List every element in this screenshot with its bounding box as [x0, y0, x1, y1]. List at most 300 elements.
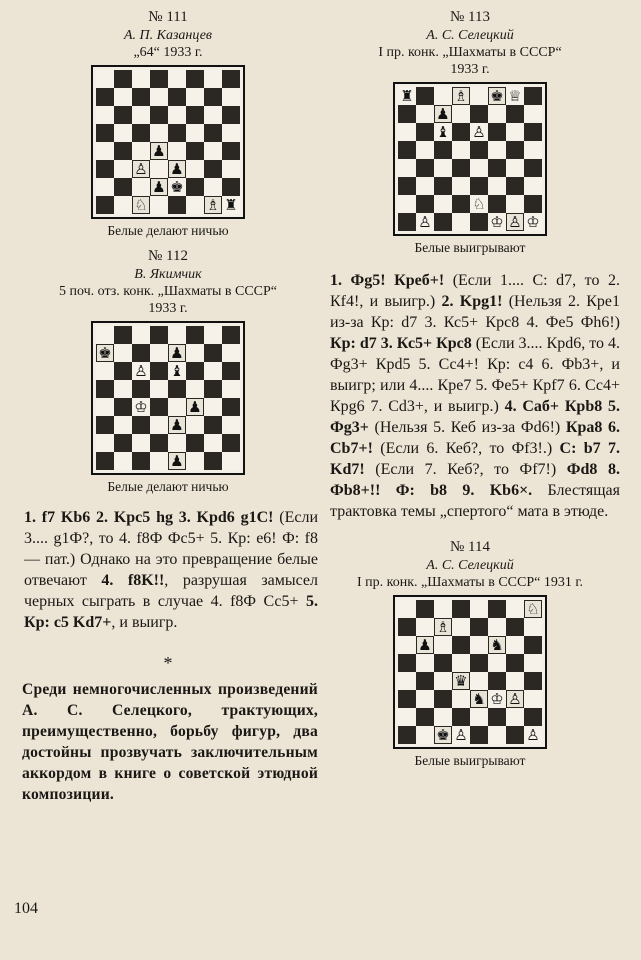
solution-segment: 1. Фg5! Креб+!: [330, 272, 445, 289]
solution-segment: (Если 3.... Крd6, то 4. Фg3+ Крd5 5. Сс4+! Кр: с4 6. Фb3+, и выигр; или 4.... Кре7 5. Фе5+ Крf7 6. Сс4+ Крg6 7. Cd3+, и выигр.): [330, 335, 621, 415]
board-square: [452, 600, 470, 618]
board-square: [506, 726, 524, 744]
diagram-caption: Белые выигрывают: [414, 240, 526, 255]
board-square: [114, 344, 132, 362]
board-square: [150, 344, 168, 362]
board-square: [470, 105, 488, 123]
board-square: [416, 195, 434, 213]
board-square: [114, 124, 132, 142]
board-square: [398, 618, 416, 636]
board-square: [416, 726, 434, 744]
board-square: [506, 141, 524, 159]
board-square: [168, 398, 186, 416]
board-square: [204, 362, 222, 380]
board-square: [132, 452, 150, 470]
board-square: [434, 195, 452, 213]
board-square: [114, 88, 132, 106]
problem-author: В. Якимчик: [134, 267, 202, 282]
problem-year: 1933 г.: [450, 62, 490, 77]
board-square: [488, 177, 506, 195]
solution-segment: Блестящая трактовка темы „спертого“ мата в этюде.: [330, 482, 621, 520]
board-square: [186, 380, 204, 398]
board-square: [416, 105, 434, 123]
board-square: [470, 636, 488, 654]
board-square: [186, 326, 204, 344]
board-square: [204, 434, 222, 452]
board-square: [96, 178, 114, 196]
board-square: [114, 398, 132, 416]
board-square: [506, 105, 524, 123]
solution-segment: (Если 7. Кеб?, то Фf7!): [364, 461, 567, 478]
board-square: [132, 142, 150, 160]
board-square: [524, 636, 542, 654]
chess-piece-icon: ♟: [170, 452, 184, 470]
board-square: [186, 106, 204, 124]
board-square: [114, 362, 132, 380]
board-square: [416, 600, 434, 618]
board-square: [150, 124, 168, 142]
board-square: [222, 362, 240, 380]
board-square: [488, 654, 506, 672]
chess-piece-icon: ♜: [224, 196, 238, 214]
board-square: [186, 452, 204, 470]
board-square: [150, 362, 168, 380]
board-square: [96, 70, 114, 88]
chess-piece-icon: ♟: [152, 142, 166, 160]
board-square: [470, 600, 488, 618]
board-square: [416, 123, 434, 141]
board-square: [114, 196, 132, 214]
board-square: [222, 452, 240, 470]
solution-segment: С: b7 7. Kd7!: [330, 440, 620, 478]
page-number: 104: [14, 900, 38, 917]
board-square: [434, 141, 452, 159]
board-square: [222, 178, 240, 196]
chess-piece-icon: ♝: [436, 123, 450, 141]
board-square: [204, 398, 222, 416]
board-square: [524, 159, 542, 177]
board-square: [132, 124, 150, 142]
board-square: [114, 452, 132, 470]
board-square: [398, 636, 416, 654]
board-square: [488, 141, 506, 159]
board-square: [114, 178, 132, 196]
board-square: [204, 142, 222, 160]
board-square: [96, 416, 114, 434]
board-square: [398, 105, 416, 123]
chess-piece-icon: ♟: [418, 636, 432, 654]
chess-piece-icon: ♙: [454, 726, 468, 744]
board-square: [398, 141, 416, 159]
problem-author: А. П. Казанцев: [123, 28, 212, 43]
chess-piece-icon: ♙: [472, 123, 486, 141]
board-square: [150, 452, 168, 470]
board-square: [506, 177, 524, 195]
board-square: [452, 177, 470, 195]
problem-year: 1933 г.: [148, 301, 188, 316]
board-square: [452, 654, 470, 672]
board-square: [132, 326, 150, 344]
chess-diagram-111: [91, 65, 245, 219]
board-square: [204, 88, 222, 106]
board-square: [114, 434, 132, 452]
chess-piece-icon: ♗: [206, 196, 220, 214]
board-square: [470, 87, 488, 105]
board-square: [204, 452, 222, 470]
board-square: [114, 160, 132, 178]
board-square: [132, 70, 150, 88]
board-square: [114, 380, 132, 398]
solution-segment: , и выигр.: [111, 614, 178, 631]
board-square: [398, 195, 416, 213]
board-square: [398, 159, 416, 177]
chess-piece-icon: ♜: [400, 87, 414, 105]
board-square: [114, 326, 132, 344]
chess-piece-icon: ♘: [472, 195, 486, 213]
board-square: [398, 213, 416, 231]
board-square: [186, 344, 204, 362]
board-square: [150, 88, 168, 106]
body-paragraph: Среди немногочисленных произведений А. С. Селецкого, трактующих, преимущественно, борьбу фигур, два достойны прозвучать заключительным аккордом в книге о советской этюдной композиции.: [22, 681, 318, 803]
solution-segment: (Нельзя 5. Кеб из-за Фd6!): [368, 419, 566, 436]
board-square: [96, 380, 114, 398]
problem-number: № 112: [147, 248, 188, 264]
board-square: [150, 196, 168, 214]
solution-segment: (Если 3.... g1Ф?, то 4. f8Ф Фс5+ 5. Кр: е6! Ф: f8— пат.) Однако на это превращение белые отвечают: [24, 509, 319, 589]
board-square: [452, 195, 470, 213]
board-square: [524, 105, 542, 123]
chess-piece-icon: ♟: [188, 398, 202, 416]
board-square: [488, 159, 506, 177]
board-square: [506, 600, 524, 618]
chess-piece-icon: ♟: [170, 160, 184, 178]
board-square: [398, 654, 416, 672]
chess-piece-icon: ♟: [152, 178, 166, 196]
board-square: [204, 344, 222, 362]
board-square: [186, 416, 204, 434]
chess-piece-icon: ♗: [436, 618, 450, 636]
board-square: [204, 326, 222, 344]
board-square: [470, 672, 488, 690]
solution-segment: (Нельзя 2. Кре1 из-за Кр: d7 3. Кс5+ Крс8 4. Фе5 Фh6!): [330, 293, 621, 331]
chess-piece-icon: ♞: [472, 690, 486, 708]
solution-segment: (Если 6. Кеб?, то Фf3!.): [372, 440, 560, 457]
board-square: [186, 434, 204, 452]
board-square: [168, 196, 186, 214]
solution-segment: 4. f8K!!: [101, 572, 165, 589]
board-square: [452, 141, 470, 159]
board-square: [416, 708, 434, 726]
board-square: [452, 690, 470, 708]
board-square: [470, 159, 488, 177]
board-square: [168, 70, 186, 88]
board-square: [132, 380, 150, 398]
solution-segment: Фd8 8. Фb8+!! Ф: b8 9. Kb6×.: [330, 461, 621, 499]
solution-segment: Кр: d7 3. Кс5+ Крс8: [330, 335, 472, 352]
board-square: [506, 618, 524, 636]
chess-diagram-114: [393, 595, 547, 749]
board-square: [204, 70, 222, 88]
board-square: [96, 88, 114, 106]
board-square: [150, 70, 168, 88]
board-square: [168, 124, 186, 142]
board-square: [186, 142, 204, 160]
chess-piece-icon: ♙: [526, 726, 540, 744]
board-square: [416, 654, 434, 672]
solution-segment: , разрушая замысел черных сыграть в случае 4. f8Ф Сс5+: [24, 572, 318, 610]
board-square: [506, 636, 524, 654]
board-square: [222, 380, 240, 398]
board-square: [186, 160, 204, 178]
board-square: [434, 213, 452, 231]
board-square: [524, 87, 542, 105]
board-square: [204, 106, 222, 124]
chess-piece-icon: ♟: [170, 416, 184, 434]
board-square: [506, 195, 524, 213]
chess-diagram-112: [91, 321, 245, 475]
board-square: [434, 708, 452, 726]
problem-source: I пр. конк. „Шахматы в СССР“: [378, 45, 562, 60]
right-column: [320, 8, 620, 769]
board-square: [96, 160, 114, 178]
board-square: [488, 708, 506, 726]
board-square: [186, 124, 204, 142]
diagram-caption: Белые выигрывают: [414, 753, 526, 768]
board-square: [416, 690, 434, 708]
board-square: [150, 326, 168, 344]
board-square: [168, 326, 186, 344]
chess-piece-icon: ♙: [508, 213, 522, 231]
chess-piece-icon: ♛: [454, 672, 468, 690]
board-square: [434, 636, 452, 654]
board-square: [186, 178, 204, 196]
board-square: [398, 708, 416, 726]
board-square: [222, 326, 240, 344]
board-square: [96, 142, 114, 160]
board-square: [186, 362, 204, 380]
board-square: [470, 618, 488, 636]
board-square: [524, 141, 542, 159]
board-square: [222, 416, 240, 434]
board-square: [470, 141, 488, 159]
board-square: [150, 106, 168, 124]
board-square: [168, 434, 186, 452]
chess-piece-icon: ♙: [134, 160, 148, 178]
board-square: [398, 600, 416, 618]
board-square: [204, 380, 222, 398]
board-square: [416, 141, 434, 159]
board-square: [204, 160, 222, 178]
board-square: [150, 416, 168, 434]
board-square: [114, 70, 132, 88]
board-square: [452, 105, 470, 123]
board-square: [222, 70, 240, 88]
board-square: [470, 726, 488, 744]
board-square: [96, 196, 114, 214]
chess-piece-icon: ♚: [490, 87, 504, 105]
board-square: [96, 124, 114, 142]
board-square: [524, 177, 542, 195]
board-square: [488, 600, 506, 618]
board-square: [506, 123, 524, 141]
chess-piece-icon: ♔: [490, 690, 504, 708]
board-square: [132, 416, 150, 434]
board-square: [524, 690, 542, 708]
board-square: [434, 159, 452, 177]
board-square: [222, 434, 240, 452]
chess-piece-icon: ♘: [134, 196, 148, 214]
board-square: [168, 380, 186, 398]
board-square: [132, 88, 150, 106]
board-square: [132, 434, 150, 452]
chess-piece-icon: ♝: [170, 362, 184, 380]
board-square: [452, 123, 470, 141]
diagram-caption: Белые делают ничью: [107, 223, 229, 238]
board-square: [398, 672, 416, 690]
board-square: [222, 106, 240, 124]
board-square: [416, 672, 434, 690]
board-square: [222, 124, 240, 142]
board-square: [488, 726, 506, 744]
board-square: [524, 195, 542, 213]
solution-segment: 2. Kpg1!: [441, 293, 503, 310]
board-square: [132, 178, 150, 196]
problem-source: 5 поч. отз. конк. „Шахматы в СССР“: [58, 284, 277, 299]
board-square: [398, 726, 416, 744]
board-square: [506, 654, 524, 672]
board-square: [452, 636, 470, 654]
solution-segment: (Если 1.... С: d7, то 2. Кf4!, и выигр.): [330, 272, 620, 310]
section-divider: *: [163, 653, 173, 673]
board-square: [96, 452, 114, 470]
problem-number: № 111: [148, 9, 188, 25]
chess-piece-icon: ♚: [98, 344, 112, 362]
board-square: [96, 362, 114, 380]
board-square: [222, 160, 240, 178]
board-square: [186, 196, 204, 214]
board-square: [168, 142, 186, 160]
board-square: [132, 106, 150, 124]
board-square: [398, 123, 416, 141]
chess-piece-icon: ♙: [508, 690, 522, 708]
chess-piece-icon: ♘: [526, 600, 540, 618]
solution-segment: Кра8 6. Cb7+!: [330, 419, 620, 457]
problem-source: I пр. конк. „Шахматы в СССР“ 1931 г.: [356, 575, 584, 590]
board-square: [114, 106, 132, 124]
board-square: [434, 87, 452, 105]
solution-segment: 5. Кр: с5 Kd7+: [24, 593, 318, 631]
board-square: [150, 160, 168, 178]
board-square: [488, 195, 506, 213]
board-square: [452, 618, 470, 636]
board-square: [452, 159, 470, 177]
solution-segment: 1. f7 Kb6 2. Kpc5 hg 3. Kpd6 g1C!: [24, 509, 274, 526]
board-square: [416, 159, 434, 177]
solution-112: [18, 507, 318, 633]
board-square: [204, 124, 222, 142]
board-square: [168, 88, 186, 106]
board-square: [132, 344, 150, 362]
problem-source: „64“ 1933 г.: [133, 45, 203, 60]
board-square: [168, 106, 186, 124]
chess-piece-icon: ♚: [170, 178, 184, 196]
diagram-caption: Белые делают ничью: [107, 479, 229, 494]
board-square: [506, 708, 524, 726]
board-square: [96, 326, 114, 344]
board-square: [186, 70, 204, 88]
board-square: [398, 177, 416, 195]
chess-piece-icon: ♟: [436, 105, 450, 123]
board-square: [434, 654, 452, 672]
board-square: [470, 177, 488, 195]
board-square: [150, 380, 168, 398]
problem-number: № 113: [449, 9, 490, 25]
board-square: [524, 618, 542, 636]
board-square: [524, 708, 542, 726]
board-square: [114, 416, 132, 434]
board-square: [204, 178, 222, 196]
chess-piece-icon: ♙: [134, 362, 148, 380]
solution-segment: 4. Саб+ Крb8 5. Фg3+: [330, 398, 621, 436]
board-square: [470, 213, 488, 231]
chess-piece-icon: ♙: [418, 213, 432, 231]
board-square: [222, 142, 240, 160]
problem-author: А. С. Селецкий: [426, 558, 514, 573]
board-square: [470, 708, 488, 726]
chess-piece-icon: ♔: [490, 213, 504, 231]
board-square: [204, 416, 222, 434]
board-square: [150, 434, 168, 452]
board-square: [488, 105, 506, 123]
board-square: [452, 708, 470, 726]
board-square: [114, 142, 132, 160]
problem-number: № 114: [449, 539, 490, 555]
chess-piece-icon: ♟: [170, 344, 184, 362]
board-square: [434, 600, 452, 618]
board-square: [506, 672, 524, 690]
chess-diagram-113: [393, 82, 547, 236]
board-square: [416, 177, 434, 195]
chess-piece-icon: ♕: [508, 87, 522, 105]
board-square: [506, 159, 524, 177]
board-square: [398, 690, 416, 708]
board-square: [186, 88, 204, 106]
board-square: [222, 398, 240, 416]
board-square: [96, 434, 114, 452]
left-column: [18, 8, 318, 805]
solution-113: [320, 270, 620, 522]
board-square: [416, 618, 434, 636]
board-square: [434, 177, 452, 195]
board-square: [488, 123, 506, 141]
board-square: [488, 672, 506, 690]
board-square: [96, 398, 114, 416]
board-square: [150, 398, 168, 416]
board-square: [470, 654, 488, 672]
board-square: [416, 87, 434, 105]
chess-piece-icon: ♗: [454, 87, 468, 105]
problem-author: А. С. Селецкий: [426, 28, 514, 43]
board-square: [524, 654, 542, 672]
board-square: [488, 618, 506, 636]
chess-piece-icon: ♔: [526, 213, 540, 231]
board-square: [434, 690, 452, 708]
board-square: [452, 213, 470, 231]
board-square: [524, 123, 542, 141]
board-square: [222, 344, 240, 362]
board-square: [524, 672, 542, 690]
chess-piece-icon: ♚: [436, 726, 450, 744]
